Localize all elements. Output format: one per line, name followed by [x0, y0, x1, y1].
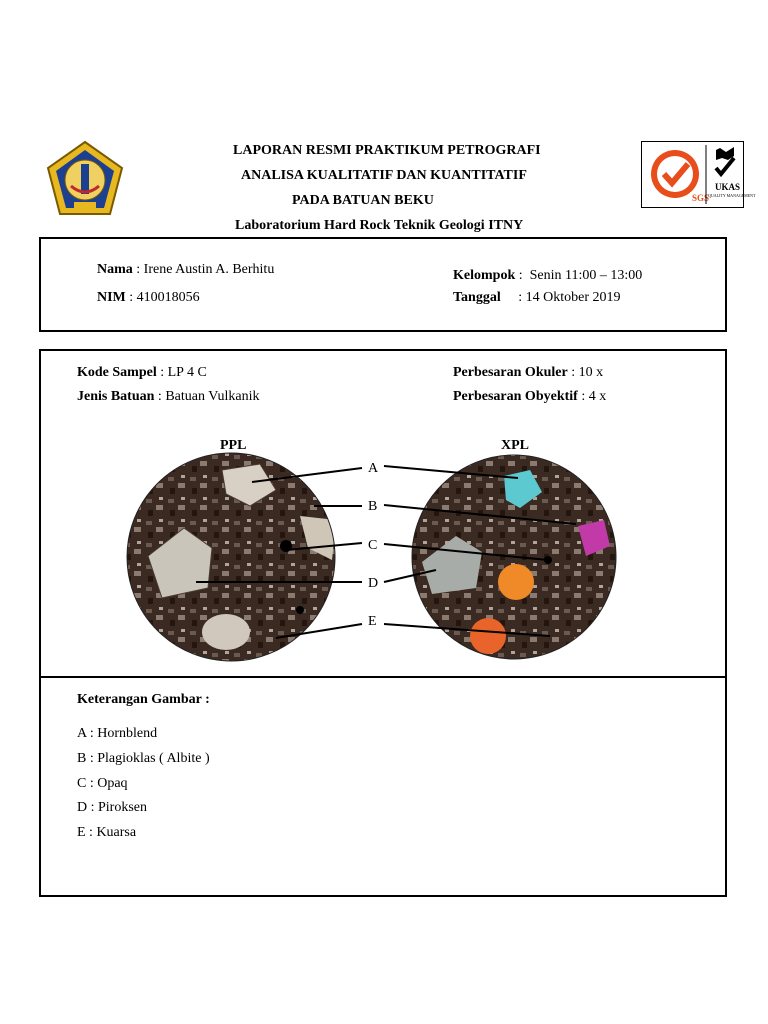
report-title-line3: PADA BATUAN BEKU — [292, 193, 434, 208]
group-label: Kelompok — [453, 268, 516, 283]
report-title-line1: LAPORAN RESMI PRAKTIKUM PETROGRAFI — [233, 143, 541, 158]
marker-e: E — [368, 614, 377, 629]
objective-label: Perbesaran Obyektif — [453, 389, 578, 404]
rock-type-label: Jenis Batuan — [77, 389, 155, 404]
lab-subtitle: Laboratorium Hard Rock Teknik Geologi ITNY — [235, 218, 524, 233]
date-label: Tanggal — [453, 290, 501, 305]
ppl-label: PPL — [220, 438, 247, 453]
group-value: Senin 11:00 – 13:00 — [529, 268, 643, 283]
ocular-label: Perbesaran Okuler — [453, 365, 568, 380]
micrograph-figure — [100, 430, 640, 670]
xpl-label: XPL — [501, 438, 529, 453]
name-label: Nama — [97, 262, 133, 277]
objective-row: Perbesaran Obyektif : 4 x — [453, 389, 607, 404]
legend-item-a: A : Hornblend — [77, 726, 158, 741]
date-row — [453, 290, 621, 306]
sample-divider — [40, 676, 726, 678]
sgs-text: SGS — [692, 193, 710, 203]
legend-item-c: C : Opaq — [77, 776, 128, 791]
certification-badge — [641, 141, 756, 208]
sample-code-row: Kode Sampel : LP 4 C — [77, 365, 207, 380]
rock-type-value: Batuan Vulkanik — [165, 389, 260, 404]
ukas-text: UKAS — [715, 182, 741, 192]
nim-row: NIM : 410018056 — [97, 290, 200, 305]
university-logo — [44, 140, 126, 220]
report-title-line2: ANALISA KUALITATIF DAN KUANTITATIF — [241, 168, 527, 183]
nim-value: 410018056 — [136, 290, 200, 305]
name-row: Nama : Irene Austin A. Berhitu — [97, 262, 275, 277]
ukas-sub-text: QUALITY MANAGEMENT — [708, 193, 756, 198]
student-info-box — [39, 237, 727, 332]
rock-type-row: Jenis Batuan : Batuan Vulkanik — [77, 389, 260, 404]
name-value: Irene Austin A. Berhitu — [143, 262, 275, 277]
sample-code-value: LP 4 C — [167, 365, 207, 380]
nim-label: NIM — [97, 290, 126, 305]
sample-code-label: Kode Sampel — [77, 365, 157, 380]
objective-value: 4 x — [588, 389, 607, 404]
group-row: Kelompok : Senin 11:00 – 13:00 — [453, 268, 643, 283]
ocular-value: 10 x — [578, 365, 604, 380]
marker-b: B — [368, 499, 378, 514]
ocular-row: Perbesaran Okuler : 10 x — [453, 365, 604, 380]
legend-item-e: E : Kuarsa — [77, 825, 137, 840]
marker-d: D — [368, 576, 379, 591]
legend-item-b: B : Plagioklas ( Albite ) — [77, 751, 210, 766]
marker-a: A — [368, 461, 379, 476]
date-value: : 14 Oktober 2019 — [518, 290, 621, 305]
legend-heading: Keterangan Gambar : — [77, 692, 210, 707]
legend-item-d: D : Piroksen — [77, 800, 147, 815]
marker-c: C — [368, 538, 378, 553]
